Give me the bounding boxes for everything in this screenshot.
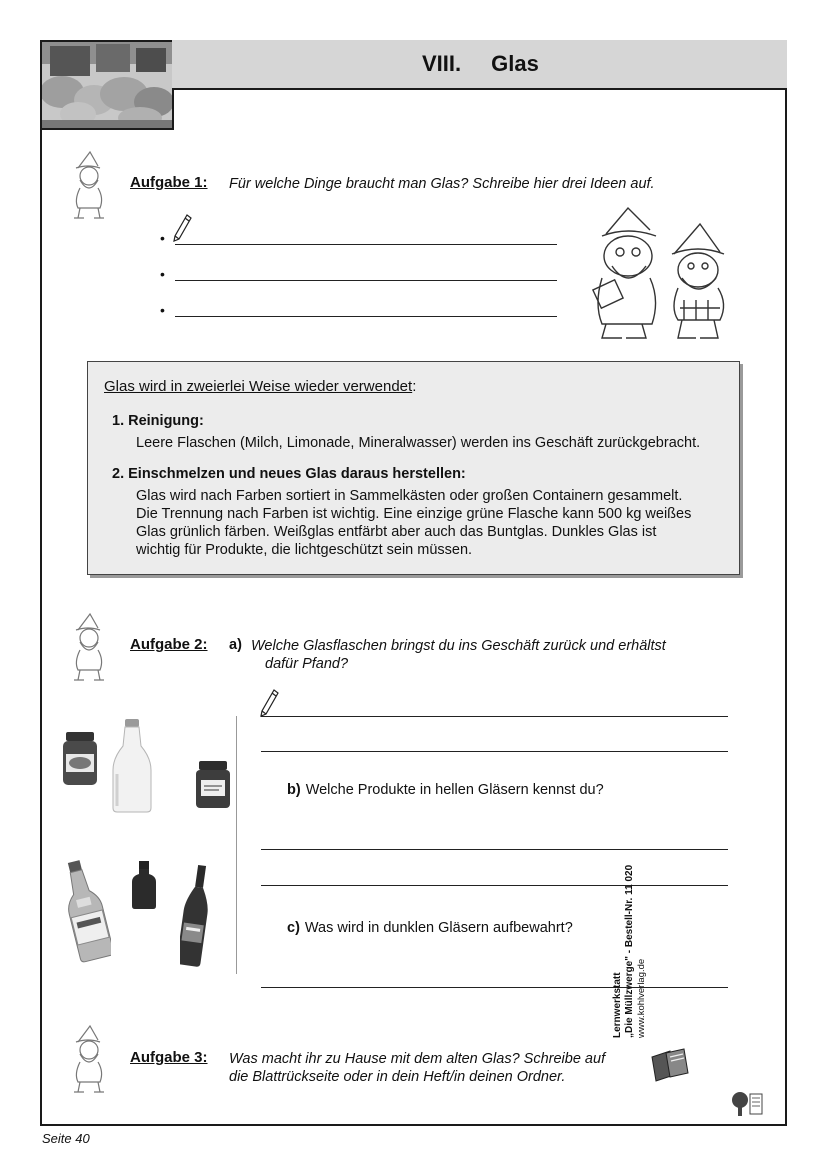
info-item-text: Glas wird nach Farben sortiert in Sammelkästen oder großen Containern gesammelt. (136, 488, 683, 504)
task2-c-question: c) Was wird in dunklen Gläsern aufbewahrt? (287, 920, 573, 936)
dwarf-icon (68, 1024, 110, 1094)
books-icon (650, 1047, 690, 1083)
trash-bags-photo (40, 40, 174, 130)
sidebar-line3: www.kohlverlag.de (636, 958, 647, 1038)
page-number: Seite 40 (42, 1131, 90, 1146)
beer-bottle-image (61, 858, 111, 964)
task1-question: Für welche Dinge braucht man Glas? Schreibe hier drei Ideen auf. (229, 176, 655, 192)
task3-question-line2: die Blattrückseite oder in dein Heft/in deinen Ordner. (229, 1069, 566, 1085)
jam-jar-image (193, 760, 233, 810)
pencil-icon (172, 213, 192, 243)
kohl-logo-icon (730, 1088, 764, 1118)
page-frame (40, 40, 787, 1126)
dwarf-icon (68, 150, 110, 220)
task2-b-question: b) Welche Produkte in hellen Gläsern kennst du? (287, 782, 604, 798)
task2-a-question-line2: dafür Pfand? (265, 656, 349, 672)
chapter-title: Glas (491, 51, 539, 76)
medicine-bottle-image (131, 860, 157, 910)
info-item-title: 2. Einschmelzen und neues Glas daraus herstellen: (112, 466, 466, 482)
answer-line[interactable] (175, 280, 557, 281)
answer-line[interactable] (261, 987, 728, 988)
info-heading: Glas wird in zweierlei Weise wieder verwendet: (104, 378, 417, 395)
answer-line[interactable] (175, 316, 557, 317)
info-item-text: wichtig für Produkte, die lichtgeschützt sein müssen. (136, 542, 473, 558)
bullet: • (160, 302, 165, 318)
publisher-sidebar (612, 698, 648, 1038)
column-divider (236, 716, 237, 974)
chapter-number: VIII. (422, 51, 462, 76)
task1-label: Aufgabe 1: (130, 174, 208, 191)
info-item-text: Die Trennung nach Farben ist wichtig. Eine einzige grüne Flasche kann 500 kg weißes (136, 506, 692, 522)
milk-bottle-image (111, 718, 153, 814)
bullet: • (160, 266, 165, 282)
answer-line[interactable] (261, 849, 728, 850)
answer-line[interactable] (261, 751, 728, 752)
answer-line[interactable] (175, 244, 557, 245)
page-title (422, 51, 539, 77)
sidebar-line2: „Die Müllzwerge" - Bestell-Nr. 11 020 (624, 864, 635, 1038)
dwarfs-illustration (588, 204, 748, 344)
info-item-text: Glas grünlich färben. Weißglas entfärbt aber auch das Buntglas. Dunkles Glas ist (136, 524, 657, 540)
wine-bottle-image (180, 864, 210, 968)
info-item-title: 1. Reinigung: (112, 413, 204, 429)
task2-a-letter: a) (229, 637, 242, 653)
info-item-text: Leere Flaschen (Milch, Limonade, Mineralwasser) werden ins Geschäft zurückgebracht. (136, 435, 701, 451)
dwarf-icon (68, 612, 110, 682)
task3-label: Aufgabe 3: (130, 1049, 208, 1066)
answer-line[interactable] (261, 885, 728, 886)
task2-label: Aufgabe 2: (130, 636, 208, 653)
bullet: • (160, 230, 165, 246)
pencil-icon (259, 688, 279, 718)
sidebar-line1: Lernwerkstatt (612, 972, 623, 1038)
answer-line[interactable] (261, 716, 728, 717)
pickle-jar-image (60, 730, 100, 788)
task2-a-question-line1: Welche Glasflaschen bringst du ins Geschäft zurück und erhältst (251, 638, 666, 654)
task3-question-line1: Was macht ihr zu Hause mit dem alten Glas? Schreibe auf (229, 1051, 606, 1067)
